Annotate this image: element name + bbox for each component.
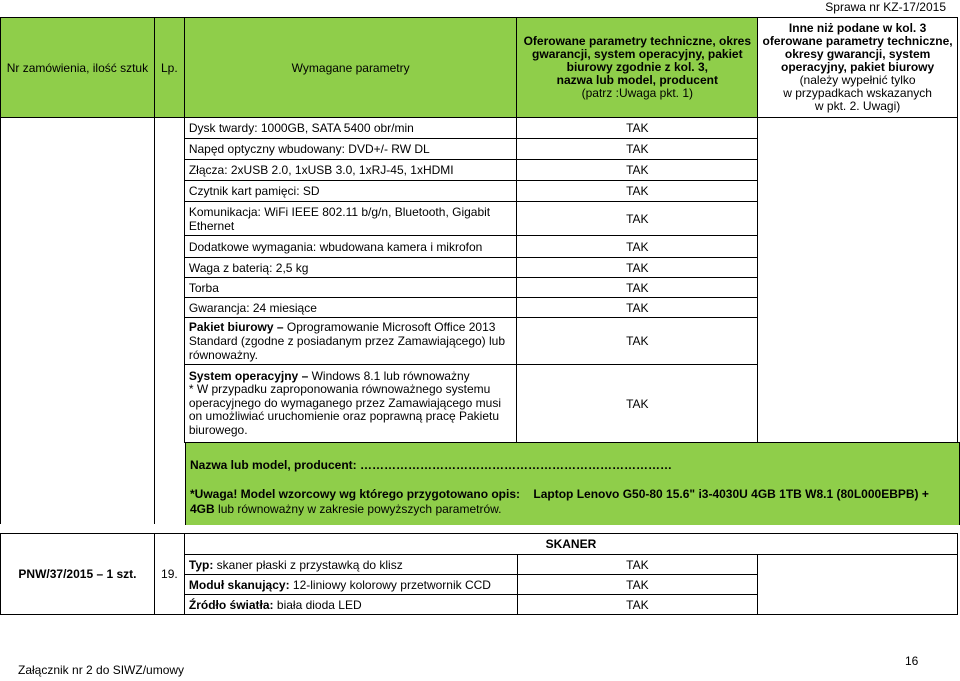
header-lp: Lp. [154, 18, 184, 118]
footer-attachment: Załącznik nr 2 do SIWZ/umowy [18, 663, 185, 677]
empty-cell [1, 118, 155, 443]
other-params-cell[interactable] [758, 118, 958, 443]
table-row: Moduł skanujący: 12-liniowy kolorowy przetwornik CCD TAK [1, 575, 958, 595]
table-row: Źródło światła: biała dioda LED TAK [1, 595, 958, 615]
model-info-block [185, 442, 960, 525]
table-row: Typ: skaner płaski z przystawką do klisz TAK [1, 555, 958, 575]
divider [154, 442, 155, 524]
table-row: Waga z baterią: 2,5 kg TAK [1, 258, 958, 278]
header-order: Nr zamówienia, ilość sztuk [1, 18, 155, 118]
table-row: Torba TAK [1, 278, 958, 298]
table-row: Złącza: 2xUSB 2.0, 1xUSB 3.0, 1xRJ-45, 1xHDMI TAK [1, 160, 958, 181]
table-row: Napęd optyczny wbudowany: DVD+/- RW DL TAK [1, 139, 958, 160]
uwaga-note: *Uwaga! Model wzorcowy wg którego przygotowano opis: Laptop Lenovo G50-80 15.6" i3-4030U 4GB 1TB W8.1 (80L000EBPB) + 4GB lub równoważny w zakresie powyższych parametrów. [190, 487, 929, 516]
scanner-lp: 19. [154, 534, 184, 615]
empty-cell [154, 118, 184, 443]
header-required: Wymagane parametry [184, 18, 517, 118]
table-row: System operacyjny – Windows 8.1 lub równoważny * W przypadku zaproponowania równoważnego systemu operacyjnego do wymaganego przez Zamawiającego musi on umożliwiać uruchomienie oraz poprawną pracę Pakietu biurowego. TAK [1, 365, 958, 443]
scanner-title: SKANER [184, 534, 957, 555]
header-offered: Oferowane parametry techniczne, okres gwarancji, system operacyjny, pakiet biurowy zgodnie z kol. 3, nazwa lub model, producent (patrz :Uwaga pkt. 1) [517, 18, 758, 118]
table-row: Gwarancja: 24 miesiące TAK [1, 298, 958, 318]
header-row [1, 18, 958, 118]
scanner-other-cell[interactable] [758, 555, 958, 615]
document-reference: Sprawa nr KZ-17/2015 [825, 0, 946, 14]
table-row: Dodatkowe wymagania: wbudowana kamera i mikrofon TAK [1, 236, 958, 258]
table-row: Czytnik kart pamięci: SD TAK [1, 181, 958, 202]
table-row: Dysk twardy: 1000GB, SATA 5400 obr/min TAK [1, 118, 958, 139]
parameters-table [0, 17, 958, 443]
model-line[interactable]: Nazwa lub model, producent: …………………………………………………………………… [190, 458, 673, 472]
header-other: Inne niż podane w kol. 3 oferowane parametry techniczne, okresy gwarancji, system operacyjny, pakiet biurowy (należy wypełnić tylko w przypadkach wskazanych w pkt. 2. Uwagi) [758, 18, 958, 118]
scanner-title-row [1, 534, 958, 555]
scanner-order: PNW/37/2015 – 1 szt. [1, 534, 155, 615]
scanner-table [0, 533, 958, 615]
page-number: 16 [905, 654, 919, 668]
empty-left-block [0, 442, 186, 524]
table-row: Komunikacja: WiFi IEEE 802.11 b/g/n, Bluetooth, Gigabit Ethernet TAK [1, 202, 958, 236]
table-row: Pakiet biurowy – Oprogramowanie Microsoft Office 2013 Standard (zgodne z posiadanym przez Zamawiającego) lub równoważny. TAK [1, 318, 958, 365]
